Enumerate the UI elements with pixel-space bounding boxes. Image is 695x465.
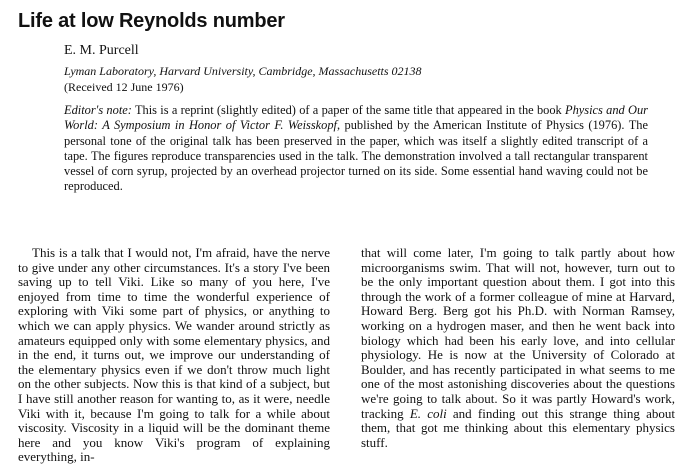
editors-note-lead: Editor's note: (64, 103, 132, 117)
right-column-text-2: and finding out this strange thing about them, that got me thinking about this elementary physics stuff. (361, 405, 675, 450)
author-name: E. M. Purcell (64, 43, 139, 58)
paper-title: Life at low Reynolds number (18, 10, 285, 32)
author-affiliation: Lyman Laboratory, Harvard University, Cambridge, Massachusetts 02138 (64, 64, 422, 78)
editors-note (64, 103, 648, 195)
editors-note-text-1: This is a reprint (slightly edited) of a paper of the same title that appeared in the book (131, 103, 566, 117)
right-column-italic: E. coli (409, 405, 447, 421)
body-right-column (361, 246, 675, 450)
received-date: (Received 12 June 1976) (64, 80, 184, 94)
editors-note-book-title: Physics and Our World: A Symposium in Honor of Victor F. Weisskopf (64, 103, 648, 133)
body-left-column: This is a talk that I would not, I'm afraid, have the nerve to give under any other circumstances. It's a story I've been saving up to tell Viki. Like so many of you here, I've enjoyed from time to time the wonderful experience of exploring with Viki some part of physics, or anything to which we can apply physics. We wander around strictly as amateurs equipped only with some elementary physics, and in the end, it turns out, we improve our understanding of the elementary physics even if we don't throw much light on the other subjects. Now this is that kind of a subject, but I have still another reason for wanting to, as it were, needle Viki with it, because I'm going to talk for a while about viscosity. Viscosity in a liquid will be the dominant theme here and you know Viki's program of explaining everything, in- (18, 245, 330, 465)
right-column-text-1: that will come later, I'm going to talk partly about how microorganisms swim. That will not, however, turn out to be the only important question about them. I got into this through the work of a former colleague of mine at Harvard, Howard Berg. Berg got his Ph.D. with Norman Ramsey, working on a hydrogen maser, and then he went back into biology which had been his early love, and into cellular physiology. He is now at the University of Colorado at Boulder, and has recently participated in what seems to me one of the most astonishing discoveries about the questions we're going to talk about. So it was partly Howard's work, tracking (361, 245, 675, 421)
editors-note-text-2: , published by the American Institute of Physics (1976). The personal tone of the original talk has been preserved in the paper, which was itself a slightly edited transcript of a tape. The figures reproduce transparencies used in the talk. The demonstration involved a tall rectangular transparent vessel of corn syrup, projected by an overhead projector turned on its side. Some essential hand waving could not be reproduced. (64, 118, 648, 194)
